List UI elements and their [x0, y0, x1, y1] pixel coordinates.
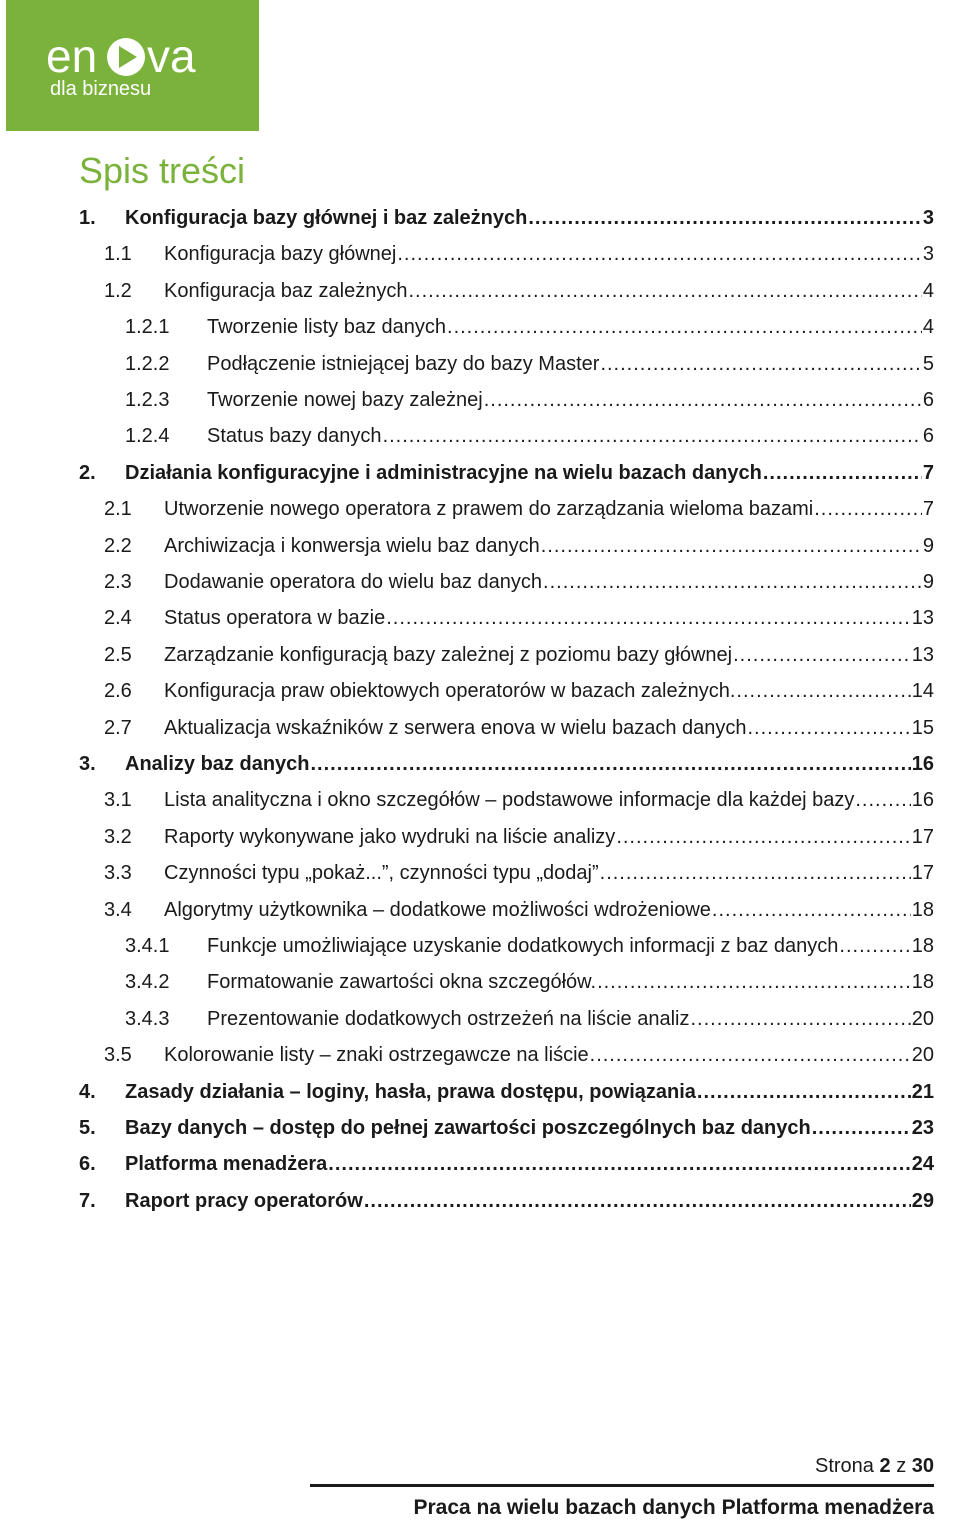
toc-entry-page: 7 [922, 498, 934, 521]
toc-entry-page: 17 [911, 825, 934, 848]
toc-entry-page: 3 [922, 243, 934, 266]
toc-entry-page: 20 [911, 1044, 934, 1067]
toc-entry-number: 3.2 [104, 825, 132, 848]
toc-entry-label: Działania konfiguracyjne i administracyjne na wielu bazach danych [125, 461, 762, 484]
toc-entry[interactable] [0, 820, 960, 854]
toc-entry[interactable] [0, 347, 960, 381]
toc-entry-page: 13 [911, 607, 934, 630]
toc-entry-page: 5 [922, 352, 934, 375]
toc-entry-number: 2. [79, 461, 96, 484]
footer-doc-title: Praca na wielu bazach danych Platforma menadżera [413, 1496, 934, 1519]
enova-logo [6, 0, 259, 131]
toc-entry-label: Konfiguracja baz zależnych [164, 279, 408, 302]
toc-entry[interactable] [0, 638, 960, 672]
toc-entry-page: 3 [922, 207, 934, 229]
toc-entry-page: 23 [911, 1117, 934, 1139]
toc-entry-number: 1.2.4 [125, 425, 170, 448]
toc-entry[interactable] [0, 711, 960, 745]
toc-leader-dots [543, 565, 922, 599]
toc-leader-dots [812, 1111, 911, 1145]
toc-entry[interactable] [0, 529, 960, 563]
toc-entry-label: Status operatora w bazie [164, 607, 386, 630]
toc-leader-dots [328, 1147, 910, 1181]
toc-entry-number: 3.1 [104, 789, 132, 812]
toc-entry[interactable] [0, 674, 960, 708]
toc-entry[interactable] [0, 419, 960, 453]
toc-entry-number: 1.2.3 [125, 389, 170, 411]
toc-entry-label: Aktualizacja wskaźników z serwera enova w wielu bazach danych [164, 716, 747, 739]
toc-entry[interactable] [0, 747, 960, 781]
toc-entry-label: Konfiguracja bazy głównej [164, 243, 397, 266]
toc-entry-number: 1.2.1 [125, 316, 170, 339]
toc-leader-dots [691, 1002, 911, 1036]
toc-entry-page: 17 [911, 862, 934, 885]
toc-entry-page: 6 [922, 425, 934, 448]
toc-entry-number: 2.3 [104, 571, 132, 593]
toc-entry-label: Bazy danych – dostęp do pełnej zawartości poszczególnych baz danych [125, 1117, 811, 1139]
toc-leader-dots [600, 347, 921, 381]
toc-entry-label: Raport pracy operatorów [125, 1189, 363, 1212]
toc-entry-label: Konfiguracja bazy głównej i baz zależnych [125, 207, 528, 229]
toc-entry-page: 15 [911, 716, 934, 739]
toc-entry-page: 4 [922, 279, 934, 302]
toc-leader-dots [397, 237, 922, 271]
toc-entry-number: 2.4 [104, 607, 132, 630]
toc-entry-label: Tworzenie listy baz danych [207, 316, 447, 339]
toc-entry-page: 18 [911, 971, 934, 994]
toc-leader-dots [597, 965, 911, 999]
toc-entry-number: 4. [79, 1080, 96, 1103]
toc-entry-number: 3.4.3 [125, 1007, 170, 1030]
toc-leader-dots [311, 747, 911, 781]
svg-text:va: va [147, 34, 196, 80]
toc-entry[interactable] [0, 783, 960, 817]
toc-entry-page: 6 [922, 389, 934, 411]
toc-entry-label: Kolorowanie listy – znaki ostrzegawcze na liście [164, 1044, 589, 1067]
toc-leader-dots [839, 929, 910, 963]
toc-leader-dots [733, 638, 911, 672]
toc-entry-label: Zasady działania – loginy, hasła, prawa dostępu, powiązania [125, 1080, 696, 1103]
logo-tagline: dla biznesu [50, 78, 152, 100]
toc-entry[interactable] [0, 383, 960, 417]
toc-leader-dots [814, 492, 922, 526]
toc-leader-dots [855, 783, 910, 817]
toc-leader-dots [386, 601, 911, 635]
toc-entry-page: 9 [922, 571, 934, 593]
toc-leader-dots [528, 201, 922, 235]
footer-divider [310, 1484, 934, 1487]
toc-entry[interactable] [0, 1038, 960, 1072]
toc-entry-label: Lista analityczna i okno szczegółów – podstawowe informacje dla każdej bazy [164, 789, 855, 812]
toc-entry-number: 3.4 [104, 898, 132, 921]
toc-entry-number: 1.2.2 [125, 352, 170, 375]
toc-entry-label: Raporty wykonywane jako wydruki na liście analizy [164, 825, 616, 848]
toc-entry-label: Konfiguracja praw obiektowych operatorów w bazach zależnych. [164, 680, 736, 703]
toc-entry-number: 1.1 [104, 243, 132, 266]
svg-text:en: en [46, 34, 98, 80]
toc-entry-number: 2.7 [104, 716, 132, 739]
toc-leader-dots [616, 820, 910, 854]
toc-entry-label: Podłączenie istniejącej bazy do bazy Master [207, 352, 600, 375]
toc-entry[interactable] [0, 310, 960, 344]
toc-entry-label: Analizy baz danych [125, 753, 310, 775]
toc-entry-label: Prezentowanie dodatkowych ostrzeżeń na liście analiz [207, 1007, 690, 1030]
toc-leader-dots [364, 1184, 911, 1218]
toc-leader-dots [748, 711, 911, 745]
toc-entry-page: 20 [911, 1007, 934, 1030]
toc-entry-label: Tworzenie nowej bazy zależnej [207, 389, 483, 411]
toc-entry-label: Utworzenie nowego operatora z prawem do zarządzania wieloma bazami [164, 498, 814, 521]
toc-title: Spis treści [79, 150, 246, 191]
toc-entry-number: 2.2 [104, 534, 132, 557]
toc-entry[interactable] [0, 1147, 960, 1181]
toc-entry-page: 13 [911, 643, 934, 666]
toc-entry[interactable] [0, 1111, 960, 1145]
toc-leader-dots [697, 1075, 911, 1109]
toc-entry[interactable] [0, 893, 960, 927]
toc-entry-label: Algorytmy użytkownika – dodatkowe możliwości wdrożeniowe [164, 898, 711, 921]
toc-entry-page: 18 [911, 898, 934, 921]
toc-entry-page: 7 [922, 461, 934, 484]
toc-entry[interactable] [0, 1184, 960, 1218]
toc-entry-label: Funkcje umożliwiające uzyskanie dodatkowych informacji z baz danych [207, 935, 839, 957]
toc-entry-page: 4 [922, 316, 934, 339]
toc-entry-number: 2.1 [104, 498, 132, 521]
toc-entry-page: 16 [911, 753, 934, 775]
toc-entry-number: 3. [79, 753, 96, 775]
toc-entry[interactable] [0, 201, 960, 235]
toc-entry-number: 7. [79, 1189, 96, 1212]
toc-entry[interactable] [0, 856, 960, 890]
toc-entry[interactable] [0, 274, 960, 308]
toc-entry-number: 6. [79, 1153, 96, 1176]
toc-entry-number: 3.4.2 [125, 971, 170, 994]
toc-leader-dots [600, 856, 911, 890]
toc-entry-number: 1. [79, 207, 96, 229]
toc-entry-page: 21 [911, 1080, 934, 1103]
toc-entry-number: 2.5 [104, 643, 132, 666]
toc-entry-page: 14 [911, 680, 934, 703]
toc-entry[interactable] [0, 492, 960, 526]
toc-entry[interactable] [0, 456, 960, 490]
page-counter: Strona 2 z 30 [815, 1455, 934, 1477]
toc-entry-number: 1.2 [104, 279, 132, 302]
toc-entry-label: Formatowanie zawartości okna szczegółów. [207, 971, 597, 994]
toc-entry-label: Platforma menadżera [125, 1153, 328, 1176]
toc-entry[interactable] [0, 565, 960, 599]
toc-entry[interactable] [0, 1075, 960, 1109]
toc-entry-label: Czynności typu „pokaż...”, czynności typu „dodaj” [164, 862, 599, 885]
toc-leader-dots [590, 1038, 911, 1072]
enova-wordmark [46, 34, 230, 80]
toc-entry-page: 18 [911, 935, 934, 957]
toc-entry[interactable] [0, 929, 960, 963]
toc-entry-page: 24 [911, 1153, 934, 1176]
toc-leader-dots [383, 419, 922, 453]
toc-entry[interactable] [0, 965, 960, 999]
toc-entry-number: 3.3 [104, 862, 132, 885]
toc-entry[interactable] [0, 601, 960, 635]
toc-leader-dots [408, 274, 921, 308]
toc-entry-page: 29 [911, 1189, 934, 1212]
toc-entry-page: 16 [911, 789, 934, 812]
toc-leader-dots [447, 310, 922, 344]
toc-entry-label: Archiwizacja i konwersja wielu baz danych [164, 534, 540, 557]
toc-entry-label: Zarządzanie konfiguracją bazy zależnej z poziomu bazy głównej [164, 643, 733, 666]
toc-leader-dots [763, 456, 922, 490]
toc-leader-dots [736, 674, 910, 708]
toc-leader-dots [484, 383, 922, 417]
toc-entry[interactable] [0, 237, 960, 271]
toc-entry-label: Dodawanie operatora do wielu baz danych [164, 571, 543, 593]
toc-entry-page: 9 [922, 534, 934, 557]
toc-entry-number: 3.5 [104, 1044, 132, 1067]
toc-leader-dots [541, 529, 922, 563]
toc-entry-label: Status bazy danych [207, 425, 382, 448]
toc-entry-number: 5. [79, 1117, 96, 1139]
toc-entry-number: 2.6 [104, 680, 132, 703]
toc-entry[interactable] [0, 1002, 960, 1036]
toc-entry-number: 3.4.1 [125, 935, 170, 957]
toc-leader-dots [712, 893, 911, 927]
